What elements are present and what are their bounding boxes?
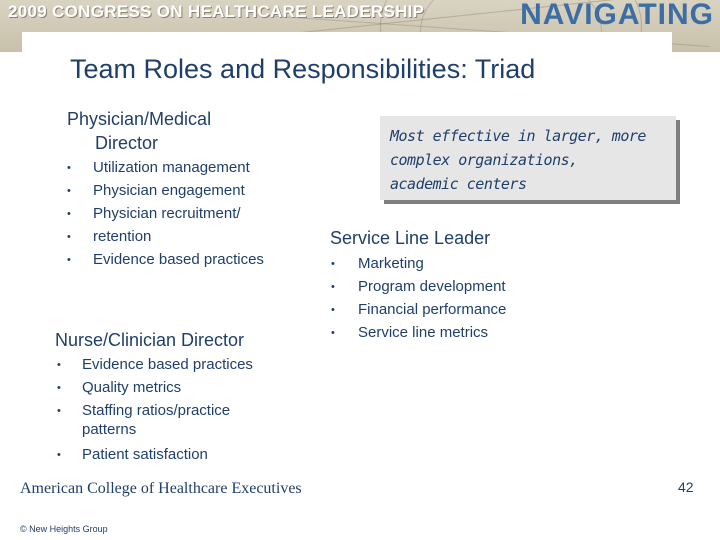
service-line-bullet-list <box>331 252 558 344</box>
callout-line3: academic centers <box>390 175 527 193</box>
list-item <box>331 298 558 321</box>
callout-line2: complex organizations, <box>390 151 578 169</box>
bullet-icon: • <box>67 185 71 197</box>
list-item <box>67 202 303 225</box>
bullet-icon: • <box>57 405 61 417</box>
callout-box <box>380 116 676 200</box>
list-item <box>67 225 303 248</box>
list-item <box>67 179 303 202</box>
banner-title: 2009 CONGRESS ON HEALTHCARE LEADERSHIP <box>8 2 425 21</box>
list-item <box>331 321 558 344</box>
bullet-text: Marketing <box>358 255 424 272</box>
bullet-icon: • <box>331 258 335 270</box>
physician-heading <box>67 107 267 155</box>
list-item <box>57 353 282 376</box>
page-number: 42 <box>678 479 694 495</box>
bullet-text: Evidence based practices <box>93 251 264 268</box>
service-line-heading: Service Line Leader <box>330 228 491 248</box>
bullet-icon: • <box>67 208 71 220</box>
list-item <box>57 401 282 439</box>
physician-heading-line1: Physician/Medical <box>67 109 212 129</box>
callout-line1: Most effective in larger, more <box>390 127 646 145</box>
footer-organization: American College of Healthcare Executives <box>20 480 302 497</box>
bullet-text: Physician recruitment/ <box>93 205 241 222</box>
bullet-icon: • <box>57 359 61 371</box>
list-item <box>67 248 303 271</box>
bullet-text: Physician engagement <box>93 182 245 199</box>
bullet-text: retention <box>93 228 152 245</box>
nurse-bullet-list <box>57 353 282 466</box>
list-item <box>67 156 303 179</box>
nurse-heading: Nurse/Clinician Director <box>55 330 245 350</box>
bullet-text: Patient satisfaction <box>82 446 208 463</box>
bullet-icon: • <box>331 304 335 316</box>
bullet-text: Service line metrics <box>358 324 489 341</box>
bullet-text: Financial performance <box>358 301 507 318</box>
bullet-icon: • <box>57 382 61 394</box>
bullet-icon: • <box>67 254 71 266</box>
bullet-icon: • <box>57 449 61 461</box>
bullet-text: Staffing ratios/practice patterns <box>82 402 231 438</box>
list-item <box>57 443 282 466</box>
list-item <box>57 376 282 399</box>
bullet-text: Utilization management <box>93 159 250 176</box>
footer-copyright: © New Heights Group <box>20 524 108 534</box>
bullet-icon: • <box>331 281 335 293</box>
physician-heading-line2: Director <box>95 133 159 153</box>
physician-bullet-list <box>67 156 303 271</box>
bullet-icon: • <box>331 327 335 339</box>
list-item <box>331 252 558 275</box>
bullet-text: Program development <box>358 278 506 295</box>
bullet-icon: • <box>67 162 71 174</box>
bullet-text: Evidence based practices <box>82 356 253 373</box>
banner-navigating-logo: NAVIGATING <box>520 0 714 31</box>
bullet-icon: • <box>67 231 71 243</box>
list-item <box>331 275 558 298</box>
slide-title: Team Roles and Responsibilities: Triad <box>70 54 536 84</box>
bullet-text: Quality metrics <box>82 379 182 396</box>
